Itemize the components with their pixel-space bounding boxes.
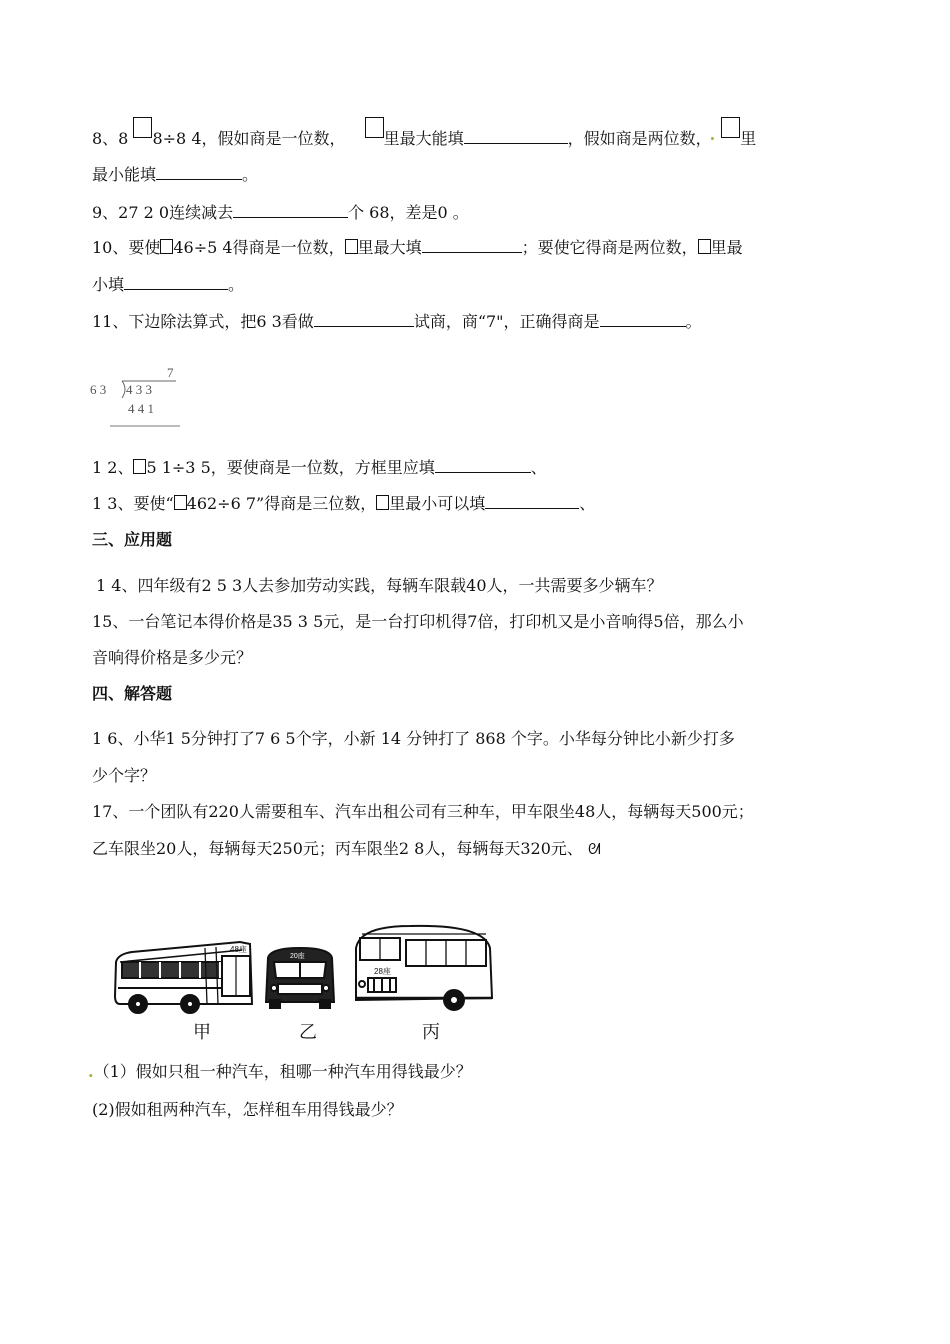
bus-b-sign: 20座 [290, 953, 305, 960]
q10-text-6: 小填 [92, 275, 125, 294]
question-14: 1 4、四年级有2 5 3人去参加劳动实践，每辆车限载40人，一共需要多少辆车？ [96, 576, 663, 595]
answer-box [133, 459, 146, 474]
q12-text-3: 、 [530, 458, 547, 477]
answer-blank [464, 129, 568, 144]
q8-text-7: 。 [242, 165, 259, 184]
question-8-line-2 [92, 165, 258, 185]
bus-illustrations [110, 918, 505, 1018]
division-quotient: 7 [167, 365, 174, 380]
answer-blank [435, 458, 531, 473]
q13-text-1: 1 3、要使“ [92, 494, 174, 513]
green-dot-mark: . [88, 1062, 94, 1081]
division-divisor: 6 3 [90, 382, 107, 397]
q10-text-3: 里最大填 [357, 238, 422, 257]
question-15-line-2: 音响得价格是多少元？ [92, 648, 253, 667]
question-16-line-2: 少个字？ [92, 766, 157, 785]
q9-text-2: 个 68，差是0 。 [348, 203, 469, 222]
bus-c-label: 丙 [422, 1022, 440, 1043]
question-10-line-2 [92, 275, 244, 295]
q9-text-1: 9、27 2 0连续减去 [92, 203, 234, 222]
q8-text-6: 最小能填 [92, 165, 157, 184]
answer-box [345, 239, 358, 254]
bus-a-sign: 48座 [230, 945, 247, 954]
q12-text-1: 1 2、 [92, 458, 134, 477]
answer-box [133, 117, 152, 138]
question-17-part-2: (2)假如租两种汽车，怎样租车用得钱最少？ [92, 1100, 403, 1119]
q8-text-2: 8÷8 4，假如商是一位数， [152, 129, 346, 148]
long-division-figure [88, 364, 188, 430]
bus-c-sign: 28座 [374, 967, 391, 976]
question-10-line-1 [92, 238, 743, 258]
question-8-line-1 [92, 117, 756, 149]
q17-text-2: 乙车限坐20人，每辆每天250元；丙车限坐2 8人，每辆每天320元、 [92, 839, 583, 858]
answer-blank [600, 312, 686, 327]
q8-text-1: 8、8 [92, 129, 129, 148]
green-dot-mark: · [709, 129, 716, 148]
q13-text-4: 、 [579, 494, 596, 513]
decorative-mark-icon: ᘛ [587, 840, 601, 858]
q8-text-5: 里 [740, 129, 757, 148]
q13-text-3: 里最小可以填 [389, 494, 486, 513]
q10-text-2: 46÷5 4得商是一位数， [173, 238, 345, 257]
answer-box [721, 117, 740, 138]
question-11 [92, 312, 702, 332]
division-dividend: 4 3 3 [126, 382, 152, 397]
answer-blank [233, 203, 348, 218]
section-3-heading: 三、应用题 [92, 530, 173, 549]
answer-box [174, 495, 187, 510]
bus-a-label: 甲 [193, 1022, 211, 1043]
answer-box [376, 495, 389, 510]
q17-1-text: （1）假如只租一种汽车，租哪一种汽车用得钱最少？ [93, 1062, 472, 1081]
q11-text-2: 试商，商“7"，正确得商是 [413, 312, 600, 331]
question-9 [92, 203, 469, 223]
bus-b-label: 乙 [299, 1022, 317, 1043]
answer-box [698, 239, 711, 254]
answer-blank [485, 494, 579, 509]
question-17-line-2 [92, 839, 601, 859]
q11-text-3: 。 [685, 312, 702, 331]
answer-blank [422, 238, 522, 253]
answer-box [365, 117, 384, 138]
answer-blank [314, 312, 414, 327]
answer-blank [124, 275, 228, 290]
q10-text-4: ；要使它得商是两位数， [521, 238, 698, 257]
section-4-heading: 四、解答题 [92, 684, 173, 703]
q13-text-2: 462÷6 7”得商是三位数， [186, 494, 377, 513]
answer-box [160, 239, 173, 254]
division-product: 4 4 1 [128, 401, 154, 416]
q8-text-4: ，假如商是两位数， [567, 129, 704, 148]
q10-text-5: 里最 [710, 238, 743, 257]
q10-text-1: 10、要使 [92, 238, 161, 257]
question-15-line-1: 15、一台笔记本得价格是35 3 5元，是一台打印机得7倍，打印机又是小音响得5倍，那么小 [92, 612, 744, 631]
question-12 [92, 458, 547, 478]
question-17-part-1 [88, 1062, 472, 1082]
q10-text-7: 。 [228, 275, 245, 294]
q8-text-3: 里最大能填 [383, 129, 464, 148]
question-16-line-1: 1 6、小华1 5分钟打了7 6 5个字，小新 14 分钟打了 868 个字。小华每分钟比小新少打多 [92, 729, 735, 748]
answer-blank [156, 165, 242, 180]
question-13 [92, 494, 595, 514]
q11-text-1: 11、下边除法算式，把6 3看做 [92, 312, 314, 331]
q12-text-2: 5 1÷3 5，要使商是一位数，方框里应填 [146, 458, 435, 477]
question-17-line-1: 17、一个团队有220人需要租车、汽车出租公司有三种车，甲车限坐48人，每辆每天500元； [92, 802, 754, 821]
